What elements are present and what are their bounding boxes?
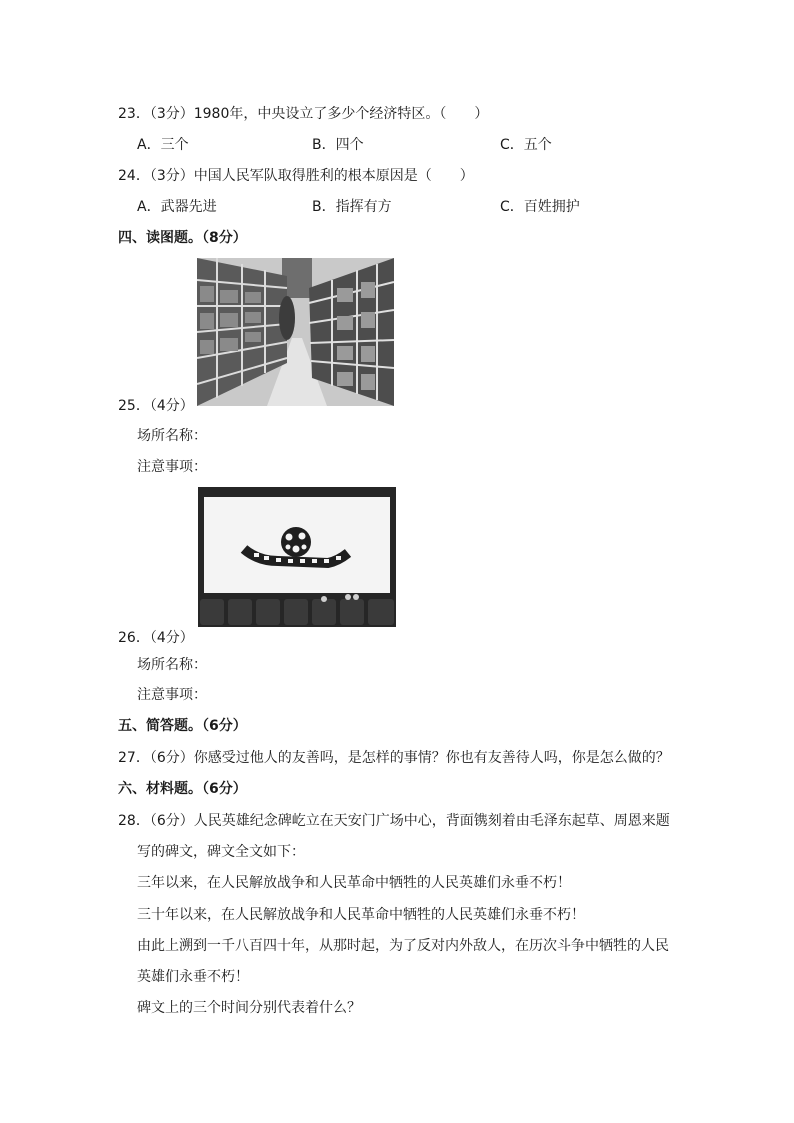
section-5-title: 五、简答题。（6分） — [118, 718, 247, 734]
library-photo — [197, 258, 394, 406]
q23-option-a: A．三个 — [137, 137, 189, 153]
q28-line-2: 写的碑文，碑文全文如下： — [137, 844, 305, 860]
q24-option-a: A．武器先进 — [137, 199, 217, 215]
q23-option-b: B．四个 — [312, 137, 364, 153]
q23-option-c: C．五个 — [500, 137, 552, 153]
section-4-title: 四、读图题。（8分） — [118, 230, 247, 246]
section-6-title: 六、材料题。（6分） — [118, 781, 247, 797]
q24-stem: 24．（3分）中国人民军队取得胜利的根本原因是（ ） — [118, 168, 474, 184]
q25-place-label: 场所名称： — [137, 428, 207, 444]
cinema-screen-image — [198, 487, 396, 627]
library-bookshelves-image — [197, 258, 394, 406]
q26-number: 26．（4分） — [118, 630, 194, 646]
q25-notes-label: 注意事项： — [137, 459, 207, 475]
q23-stem: 23．（3分）1980年，中央设立了多少个经济特区。（ ） — [118, 106, 489, 122]
q28-line-1: 28．（6分）人民英雄纪念碑屹立在天安门广场中心，背面镌刻着由毛泽东起草、周恩来题 — [118, 813, 670, 829]
q28-line-6: 英雄们永垂不朽！ — [137, 969, 249, 985]
q24-option-c: C．百姓拥护 — [500, 199, 580, 215]
q26-place-label: 场所名称： — [137, 657, 207, 673]
q28-line-5: 由此上溯到一千八百四十年，从那时起，为了反对内外敌人，在历次斗争中牺牲的人民 — [137, 938, 669, 954]
q27-stem: 27．（6分）你感受过他人的友善吗，是怎样的事情？你也有友善待人吗，你是怎么做的？ — [118, 750, 670, 766]
q25-number: 25．（4分） — [118, 398, 194, 414]
q28-line-7: 碑文上的三个时间分别代表着什么？ — [137, 1000, 361, 1016]
q24-option-b: B．指挥有方 — [312, 199, 392, 215]
cinema-photo — [198, 487, 396, 627]
q26-notes-label: 注意事项： — [137, 687, 207, 703]
q28-line-4: 三十年以来，在人民解放战争和人民革命中牺牲的人民英雄们永垂不朽！ — [137, 907, 585, 923]
q28-line-3: 三年以来，在人民解放战争和人民革命中牺牲的人民英雄们永垂不朽！ — [137, 875, 571, 891]
